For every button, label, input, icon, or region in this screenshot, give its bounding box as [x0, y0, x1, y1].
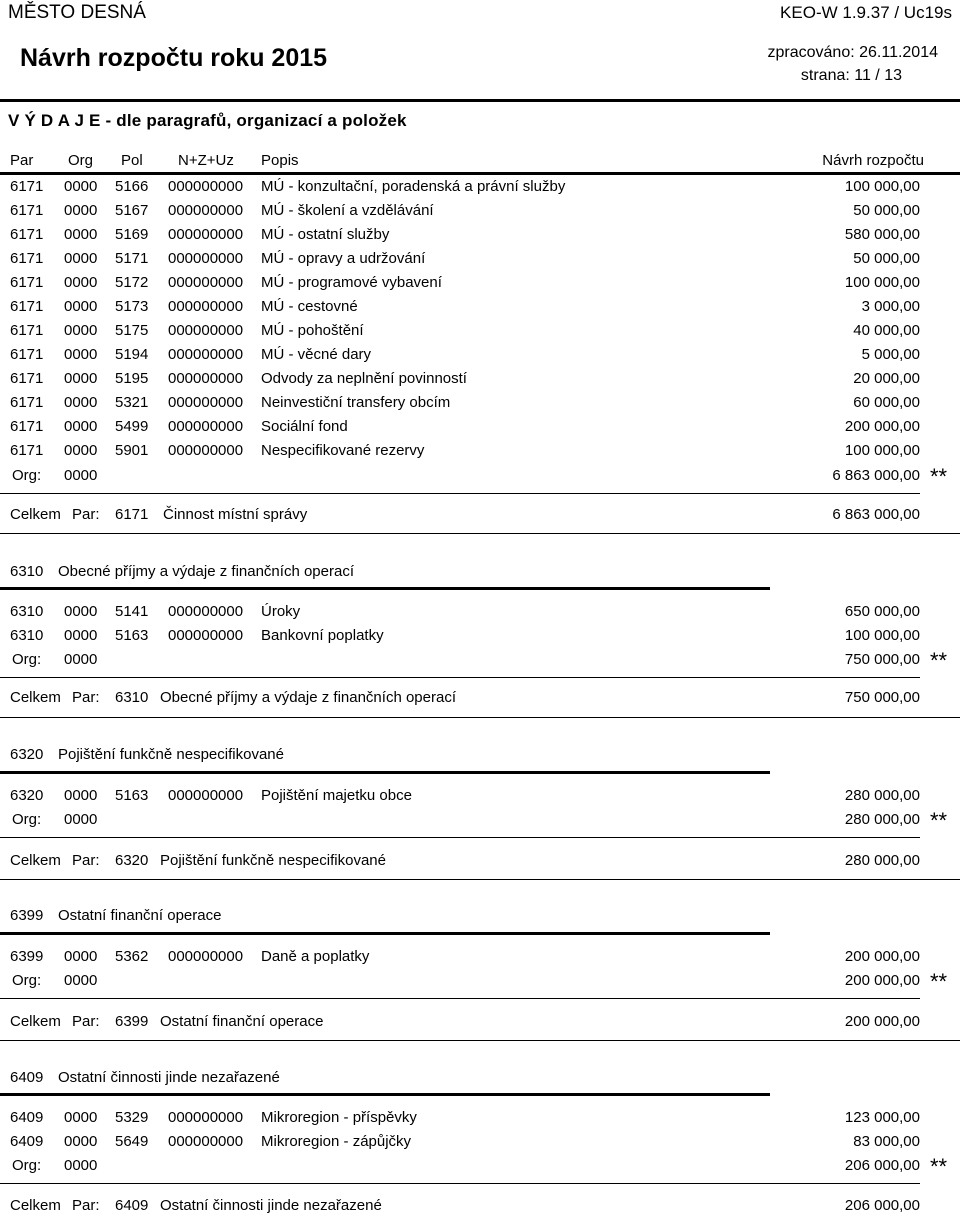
cell-org: 0000 [64, 178, 98, 195]
cell-amount: 100 000,00 [844, 627, 920, 644]
cell-amount: 200 000,00 [844, 972, 920, 989]
cell-amount: 750 000,00 [844, 651, 920, 668]
subtotal-marker: ** [930, 648, 948, 673]
cell-org: 0000 [64, 811, 98, 828]
cell-amount: 6 863 000,00 [832, 467, 920, 484]
par-label: Par: [72, 1197, 100, 1214]
cell-amount: 100 000,00 [844, 274, 920, 291]
section-heading [0, 907, 960, 931]
org-subtotal [0, 808, 960, 835]
cell-popis: MÚ - konzultační, poradenská a právní služby [261, 178, 566, 195]
celkem-label: Celkem [10, 1197, 61, 1214]
report-subtitle: V Ý D A J E - dle paragrafů, organizací a položek [8, 111, 407, 130]
celkem-label: Celkem [10, 689, 61, 706]
subtotal-divider [0, 998, 920, 999]
col-org: Org [68, 152, 94, 169]
cell-popis: Nespecifikované rezervy [261, 442, 425, 459]
subtotal-divider [0, 493, 920, 494]
cell-org: 0000 [64, 1133, 98, 1150]
cell-nzu: 000000000 [168, 250, 244, 267]
par-total [0, 1013, 960, 1037]
column-headers [0, 150, 960, 174]
section-heading [0, 746, 960, 770]
cell-nzu: 000000000 [168, 1133, 244, 1150]
cell-par: 6399 [10, 948, 44, 965]
org-subtotal [0, 1154, 960, 1181]
cell-popis: MÚ - ostatní služby [261, 226, 390, 243]
col-amount: Návrh rozpočtu [822, 152, 924, 169]
par-name: Ostatní finanční operace [160, 1013, 324, 1030]
par-name: Činnost místní správy [163, 506, 308, 523]
section-heading [0, 563, 960, 587]
cell-pol: 5141 [115, 603, 149, 620]
cell-pol: 5163 [115, 787, 149, 804]
section-par: 6320 [10, 746, 44, 763]
org-label: Org: [12, 972, 42, 989]
cell-popis: Úroky [261, 603, 301, 620]
celkem-label: Celkem [10, 506, 61, 523]
cell-amount: 50 000,00 [853, 202, 920, 219]
par-name: Obecné příjmy a výdaje z finančních operací [160, 689, 456, 706]
cell-org: 0000 [64, 787, 98, 804]
cell-popis: MÚ - věcné dary [261, 346, 372, 363]
cell-par: 6310 [10, 627, 44, 644]
cell-pol: 5171 [115, 250, 149, 267]
cell-nzu: 000000000 [168, 226, 244, 243]
cell-nzu: 000000000 [168, 603, 244, 620]
cell-popis: Bankovní poplatky [261, 627, 384, 644]
cell-org: 0000 [64, 202, 98, 219]
processed-date: zpracováno: 26.11.2014 [767, 44, 938, 61]
cell-pol: 5321 [115, 394, 149, 411]
cell-par: 6310 [10, 603, 44, 620]
cell-pol: 5195 [115, 370, 149, 387]
par-total [0, 506, 960, 530]
group-divider [0, 717, 960, 718]
cell-org: 0000 [64, 603, 98, 620]
subtotal-divider [0, 1183, 920, 1184]
table-row [0, 178, 960, 202]
table-row [0, 418, 960, 442]
cell-par: 6171 [10, 250, 44, 267]
cell-org: 0000 [64, 627, 98, 644]
group-divider [0, 533, 960, 534]
table-row [0, 298, 960, 322]
cell-par: 6171 [10, 370, 44, 387]
cell-par: 6171 [10, 394, 44, 411]
cell-popis: Mikroregion - příspěvky [261, 1109, 417, 1126]
cell-pol: 5329 [115, 1109, 149, 1126]
celkem-label: Celkem [10, 1013, 61, 1030]
par-name: Ostatní činnosti jinde nezařazené [160, 1197, 382, 1214]
cell-popis: MÚ - programové vybavení [261, 274, 442, 291]
cell-amount: 650 000,00 [844, 603, 920, 620]
subtotal-marker: ** [930, 969, 948, 994]
cell-popis: Daně a poplatky [261, 948, 370, 965]
cell-nzu: 000000000 [168, 1109, 244, 1126]
col-pol: Pol [121, 152, 143, 169]
cell-org: 0000 [64, 298, 98, 315]
cell-amount: 280 000,00 [844, 787, 920, 804]
cell-popis: Sociální fond [261, 418, 348, 435]
organization-name: MĚSTO DESNÁ [8, 2, 146, 23]
group-divider [0, 879, 960, 880]
cell-par: 6409 [10, 1109, 44, 1126]
section-divider [0, 771, 770, 774]
app-version: KEO-W 1.9.37 / Uc19s [780, 3, 952, 22]
col-nzu: N+Z+Uz [178, 152, 234, 169]
cell-pol: 5649 [115, 1133, 149, 1150]
table-row [0, 394, 960, 418]
cell-org: 0000 [64, 250, 98, 267]
col-popis: Popis [261, 152, 299, 169]
cell-amount: 750 000,00 [844, 689, 920, 706]
cell-org: 0000 [64, 948, 98, 965]
section-divider [0, 932, 770, 935]
cell-org: 0000 [64, 1157, 98, 1174]
subtotal-marker: ** [930, 1154, 948, 1179]
table-row [0, 948, 960, 972]
section-heading [0, 1069, 960, 1093]
cell-par: 6409 [115, 1197, 149, 1214]
section-divider [0, 587, 770, 590]
cell-par: 6320 [115, 852, 149, 869]
section-name: Ostatní činnosti jinde nezařazené [58, 1069, 280, 1086]
cell-org: 0000 [64, 322, 98, 339]
cell-amount: 206 000,00 [844, 1157, 920, 1174]
subtotal-divider [0, 837, 920, 838]
cell-par: 6171 [10, 442, 44, 459]
cell-amount: 200 000,00 [844, 1013, 920, 1030]
table-row [0, 202, 960, 226]
cell-amount: 123 000,00 [844, 1109, 920, 1126]
table-row [0, 346, 960, 370]
section-name: Ostatní finanční operace [58, 907, 222, 924]
table-row [0, 322, 960, 346]
org-label: Org: [12, 467, 42, 484]
table-row [0, 787, 960, 811]
cell-nzu: 000000000 [168, 370, 244, 387]
cell-nzu: 000000000 [168, 442, 244, 459]
section-name: Pojištění funkčně nespecifikované [58, 746, 284, 763]
org-label: Org: [12, 1157, 42, 1174]
page-title: Návrh rozpočtu roku 2015 [20, 44, 328, 72]
cell-pol: 5166 [115, 178, 149, 195]
cell-org: 0000 [64, 346, 98, 363]
page-number: strana: 11 / 13 [800, 67, 902, 84]
section-par: 6310 [10, 563, 44, 580]
cell-pol: 5173 [115, 298, 149, 315]
cell-pol: 5175 [115, 322, 149, 339]
cell-amount: 6 863 000,00 [832, 506, 920, 523]
par-label: Par: [72, 506, 100, 523]
cell-nzu: 000000000 [168, 418, 244, 435]
cell-par: 6409 [10, 1133, 44, 1150]
cell-org: 0000 [64, 467, 98, 484]
column-header-divider [0, 172, 960, 175]
section-divider [0, 1093, 770, 1096]
cell-amount: 50 000,00 [853, 250, 920, 267]
cell-org: 0000 [64, 1109, 98, 1126]
report-header [0, 0, 960, 104]
par-total [0, 1197, 960, 1221]
cell-org: 0000 [64, 226, 98, 243]
cell-amount: 20 000,00 [853, 370, 920, 387]
org-label: Org: [12, 651, 42, 668]
cell-amount: 3 000,00 [861, 298, 920, 315]
table-row [0, 603, 960, 627]
cell-amount: 100 000,00 [844, 442, 920, 459]
cell-par: 6171 [10, 202, 44, 219]
cell-nzu: 000000000 [168, 627, 244, 644]
cell-popis: Mikroregion - zápůjčky [261, 1133, 412, 1150]
subtotal-divider [0, 677, 920, 678]
cell-par: 6399 [115, 1013, 149, 1030]
cell-par: 6171 [10, 226, 44, 243]
cell-amount: 280 000,00 [844, 811, 920, 828]
cell-org: 0000 [64, 442, 98, 459]
cell-amount: 60 000,00 [853, 394, 920, 411]
cell-par: 6171 [10, 418, 44, 435]
cell-par: 6171 [10, 178, 44, 195]
subtotal-marker: ** [930, 808, 948, 833]
cell-nzu: 000000000 [168, 178, 244, 195]
cell-org: 0000 [64, 418, 98, 435]
table-row [0, 370, 960, 394]
cell-popis: Neinvestiční transfery obcím [261, 394, 451, 411]
table-row [0, 250, 960, 274]
table-row [0, 226, 960, 250]
header-divider [0, 99, 960, 102]
cell-popis: MÚ - pohoštění [261, 322, 364, 339]
celkem-label: Celkem [10, 852, 61, 869]
cell-pol: 5499 [115, 418, 149, 435]
cell-org: 0000 [64, 394, 98, 411]
cell-org: 0000 [64, 370, 98, 387]
cell-nzu: 000000000 [168, 948, 244, 965]
section-par: 6399 [10, 907, 44, 924]
cell-par: 6171 [10, 274, 44, 291]
cell-popis: MÚ - školení a vzdělávání [261, 202, 434, 219]
cell-popis: MÚ - cestovné [261, 298, 358, 315]
table-row [0, 1133, 960, 1157]
cell-nzu: 000000000 [168, 346, 244, 363]
cell-par: 6320 [10, 787, 44, 804]
cell-par: 6171 [10, 298, 44, 315]
cell-pol: 5169 [115, 226, 149, 243]
cell-par: 6171 [115, 506, 149, 523]
cell-org: 0000 [64, 972, 98, 989]
cell-amount: 100 000,00 [844, 178, 920, 195]
par-total [0, 852, 960, 876]
cell-nzu: 000000000 [168, 394, 244, 411]
cell-amount: 83 000,00 [853, 1133, 920, 1150]
cell-nzu: 000000000 [168, 202, 244, 219]
section-name: Obecné příjmy a výdaje z finančních operací [58, 563, 354, 580]
cell-amount: 200 000,00 [844, 948, 920, 965]
cell-par: 6171 [10, 346, 44, 363]
cell-par: 6171 [10, 322, 44, 339]
cell-amount: 200 000,00 [844, 418, 920, 435]
par-label: Par: [72, 852, 100, 869]
cell-amount: 5 000,00 [861, 346, 920, 363]
org-label: Org: [12, 811, 42, 828]
cell-nzu: 000000000 [168, 787, 244, 804]
cell-pol: 5172 [115, 274, 149, 291]
par-name: Pojištění funkčně nespecifikované [160, 852, 386, 869]
cell-org: 0000 [64, 651, 98, 668]
org-subtotal [0, 464, 960, 491]
col-par: Par [10, 152, 34, 169]
cell-amount: 40 000,00 [853, 322, 920, 339]
cell-popis: Odvody za neplnění povinností [261, 370, 467, 387]
table-row [0, 442, 960, 466]
cell-pol: 5901 [115, 442, 149, 459]
cell-nzu: 000000000 [168, 322, 244, 339]
cell-amount: 206 000,00 [844, 1197, 920, 1214]
org-subtotal [0, 969, 960, 996]
cell-nzu: 000000000 [168, 274, 244, 291]
table-row [0, 1109, 960, 1133]
group-divider [0, 1040, 960, 1041]
par-total [0, 689, 960, 713]
cell-pol: 5167 [115, 202, 149, 219]
cell-pol: 5194 [115, 346, 149, 363]
org-subtotal [0, 648, 960, 675]
cell-amount: 580 000,00 [844, 226, 920, 243]
cell-amount: 280 000,00 [844, 852, 920, 869]
cell-par: 6310 [115, 689, 149, 706]
cell-pol: 5362 [115, 948, 149, 965]
cell-popis: Pojištění majetku obce [261, 787, 412, 804]
section-par: 6409 [10, 1069, 44, 1086]
table-row [0, 627, 960, 651]
cell-pol: 5163 [115, 627, 149, 644]
par-label: Par: [72, 689, 100, 706]
cell-popis: MÚ - opravy a udržování [261, 250, 426, 267]
par-label: Par: [72, 1013, 100, 1030]
table-row [0, 274, 960, 298]
subtotal-marker: ** [930, 464, 948, 489]
cell-nzu: 000000000 [168, 298, 244, 315]
cell-org: 0000 [64, 274, 98, 291]
